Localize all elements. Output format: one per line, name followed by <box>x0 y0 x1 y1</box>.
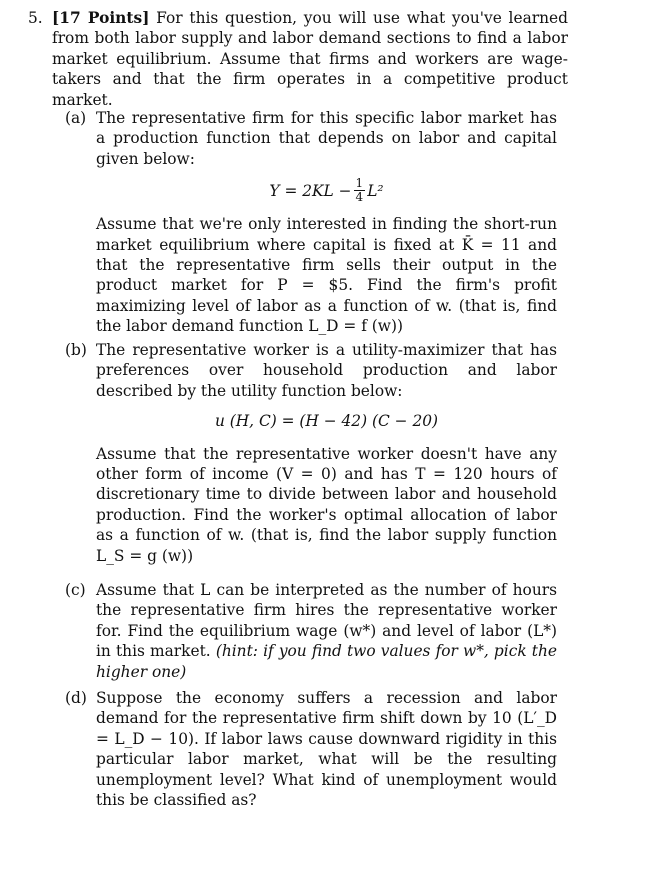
part-d <box>65 688 557 810</box>
question-5 <box>28 8 568 110</box>
part-c-text: Assume that L can be interpreted as the number of hours the representative firm hires the representative worker for. Find the equilibrium wage (w*) and level of labor (L*) in this market. <box>96 581 557 661</box>
part-b-text-1: The representative worker is a utility-maximizer that has preferences over household production and labor described by the utility function below: <box>96 341 557 400</box>
part-c <box>65 580 557 682</box>
part-c-hint: (hint: if you find two values for w*, pick the higher one) <box>96 642 557 681</box>
utility-function-equation: u (H, C) = (H − 42) (C − 20) <box>214 412 439 431</box>
question-intro-text: For this question, you will use what you've learned from both labor supply and labor demand sections to find a labor market equilibrium. Assume that firms and workers are wage-takers and that the firm operates in a competitive product market. <box>52 9 568 109</box>
fraction-denominator: 4 <box>355 190 364 205</box>
question-number: 5. <box>28 9 43 27</box>
part-a-text-1: The representative firm for this specific labor market has a production function that depends on labor and capital given below: <box>96 109 557 168</box>
part-d-label: (d) <box>65 689 87 707</box>
part-b <box>65 340 557 566</box>
part-c-label: (c) <box>65 581 86 599</box>
part-d-text: Suppose the economy suffers a recession and labor demand for the representative firm shift down by 10 (L′_D = L_D − 10). If labor laws cause downward rigidity in this particular labor market, what will be the resulting unemployment level? What kind of unemployment would this be classified as? <box>96 689 557 810</box>
question-intro <box>52 8 568 110</box>
question-points: [17 Points] <box>52 9 150 27</box>
part-a <box>65 108 557 337</box>
equation-left: Y = 2KL − <box>269 181 352 200</box>
part-a-label: (a) <box>65 109 87 127</box>
part-a-text-2: Assume that we're only interested in finding the short-run market equilibrium where capital is fixed at K̄ = 11 and that the representative firm sells their output in the product market for P = $5. Find the firm's profit maximizing level of labor as a function of w. (that is, find the labor demand function L_D = f (w)) <box>96 215 557 336</box>
production-function-equation <box>96 177 557 204</box>
fraction-numerator: 1 <box>355 176 364 191</box>
part-b-label: (b) <box>65 341 87 359</box>
equation-right: L² <box>367 181 384 200</box>
part-b-text-2: Assume that the representative worker doesn't have any other form of income (V = 0) and has T = 120 hours of discretionary time to divide between labor and household production. Find the worker's optimal allocation of labor as a function of w. (that is, find the labor supply function L_S = g (w)) <box>96 444 557 565</box>
fraction-one-quarter <box>354 177 366 204</box>
